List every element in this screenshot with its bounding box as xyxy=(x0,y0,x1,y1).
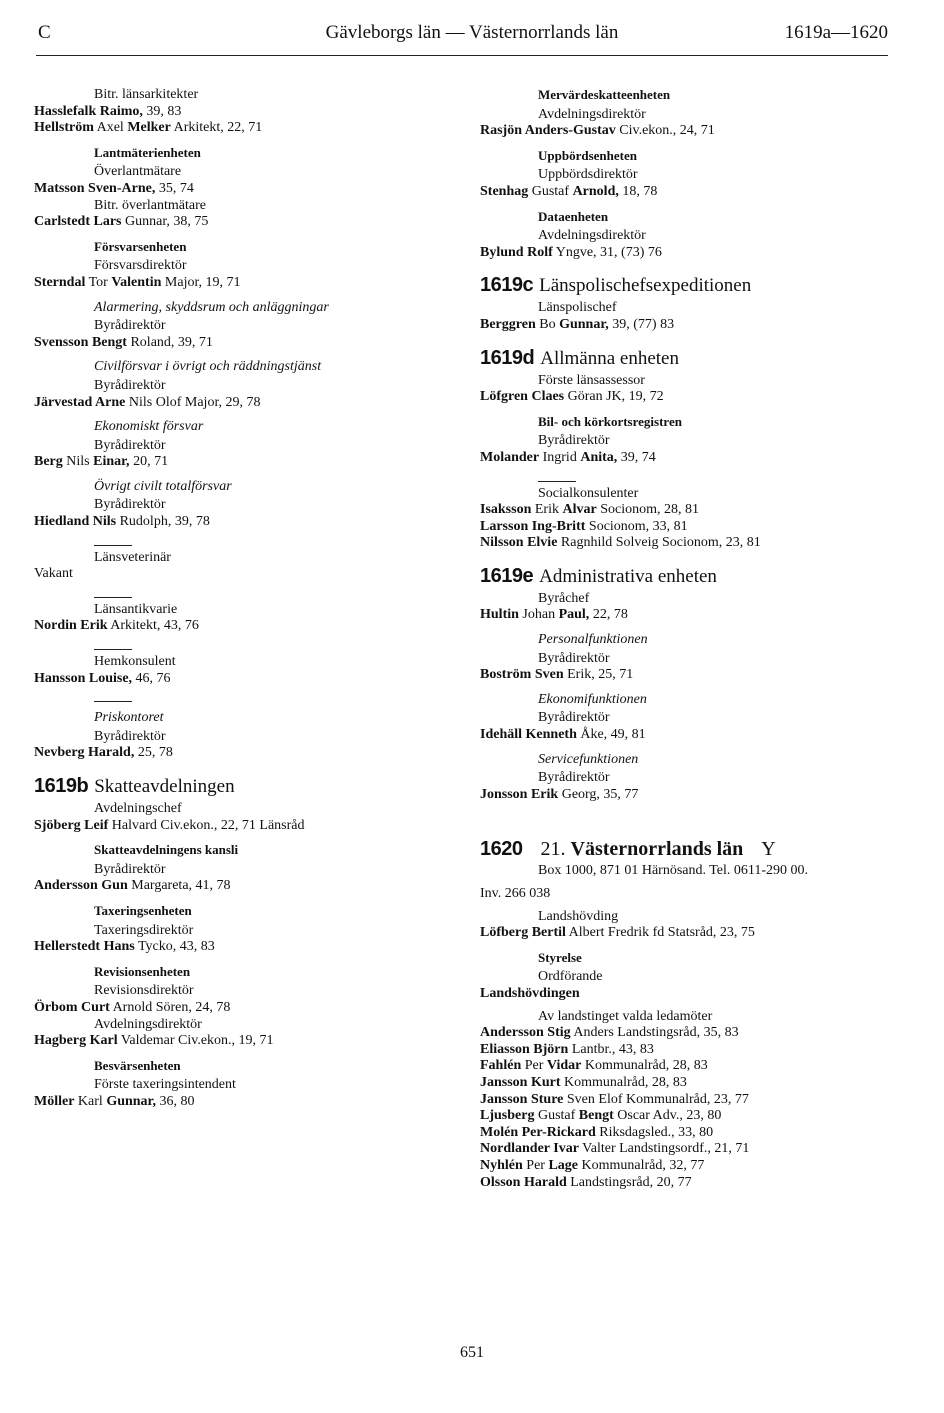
entry: Berggren Bo Gunnar, 39, (77) 83 xyxy=(480,316,675,332)
entry: Järvestad Arne Nils Olof Major, 29, 78 xyxy=(34,394,261,410)
header-page-range: 1619a—1620 xyxy=(784,22,888,43)
title: Byrådirektör xyxy=(94,497,166,513)
separator-rule xyxy=(94,545,132,546)
unit-heading: Uppbördsenheten xyxy=(538,147,637,163)
right-column xyxy=(480,87,900,1191)
subunit-heading: Civilförsvar i övrigt och räddningstjänst xyxy=(94,359,322,375)
member-entry: Nordlander Ivar Valter Landstingsordf., 21, 71 xyxy=(480,1141,750,1157)
title: Avdelningsdirektör xyxy=(538,106,646,122)
unit-heading: Besvärsenheten xyxy=(94,1057,181,1073)
title: Avdelningschef xyxy=(94,801,182,816)
entry: Vakant xyxy=(34,566,73,582)
entry: Sjöberg Leif Halvard Civ.ekon., 22, 71 Länsråd xyxy=(34,817,305,833)
title: Taxeringsdirektör xyxy=(94,922,194,938)
inventory-number: Inv. 266 038 xyxy=(480,886,551,901)
member-entry: Jansson Kurt Kommunalråd, 28, 83 xyxy=(480,1074,687,1090)
entry: Rasjön Anders-Gustav Civ.ekon., 24, 71 xyxy=(480,123,715,139)
title: Ordförande xyxy=(538,969,603,985)
entry: Carlstedt Lars Gunnar, 38, 75 xyxy=(34,214,209,230)
entry: Hiedland Nils Rudolph, 39, 78 xyxy=(34,514,210,530)
subunit-heading: Ekonomifunktionen xyxy=(538,691,647,707)
entry: Örbom Curt Arnold Sören, 24, 78 xyxy=(34,999,231,1015)
title: Revisionsdirektör xyxy=(94,983,194,999)
title: Länsveterinär xyxy=(94,549,171,565)
unit-heading: Mervärdeskatteenheten xyxy=(538,87,671,102)
entry: Stenhag Gustaf Arnold, 18, 78 xyxy=(480,183,658,199)
page-number: 651 xyxy=(460,1344,484,1361)
title: Förste taxeringsintendent xyxy=(94,1077,236,1093)
subunit-heading: Servicefunktionen xyxy=(538,751,639,767)
section-heading-1620: 1620 21. Västernorrlands län Y xyxy=(480,838,776,861)
entry: Berg Nils Einar, 20, 71 xyxy=(34,454,169,470)
member-entry: Jansson Sture Sven Elof Kommunalråd, 23, 77 xyxy=(480,1091,749,1107)
title: Byrådirektör xyxy=(94,861,166,877)
separator-rule xyxy=(538,481,576,482)
subunit-heading: Ekonomiskt försvar xyxy=(94,419,204,435)
entry: Nevberg Harald, 25, 78 xyxy=(34,745,173,761)
subunit-heading: Övrigt civilt totalförsvar xyxy=(94,478,232,494)
title: Överlantmätare xyxy=(94,164,182,180)
title: Av landstinget valda ledamöter xyxy=(538,1008,713,1024)
entry: Hellerstedt Hans Tycko, 43, 83 xyxy=(34,939,215,955)
entry: Isaksson Erik Alvar Socionom, 28, 81 xyxy=(480,502,699,518)
entry: Löfgren Claes Göran JK, 19, 72 xyxy=(480,389,664,405)
entry: Bylund Rolf Yngve, 31, (73) 76 xyxy=(480,244,662,260)
title: Byrådirektör xyxy=(538,433,610,449)
entry: Hultin Johan Paul, 22, 78 xyxy=(480,607,628,623)
separator-rule xyxy=(94,701,132,702)
entry: Jonsson Erik Georg, 35, 77 xyxy=(480,786,639,802)
title: Länspolischef xyxy=(538,300,617,316)
title: Byrådirektör xyxy=(94,318,166,334)
entry: Nilsson Elvie Ragnhild Solveig Socionom, 23, 81 xyxy=(480,535,761,551)
subunit-heading: Personalfunktionen xyxy=(538,632,648,648)
entry: Svensson Bengt Roland, 39, 71 xyxy=(34,334,213,350)
entry: Hellström Axel Melker Arkitekt, 22, 71 xyxy=(34,120,263,136)
member-entry: Eliasson Björn Lantbr., 43, 83 xyxy=(480,1041,654,1057)
section-heading-1619d: 1619d Allmänna enheten xyxy=(480,346,679,369)
unit-heading: Bil- och körkortsregistren xyxy=(538,413,682,429)
title: Landshövding xyxy=(538,908,619,924)
member-entry: Nyhlén Per Lage Kommunalråd, 32, 77 xyxy=(480,1157,705,1173)
entry: Landshövdingen xyxy=(480,985,580,1001)
entry: Hansson Louise, 46, 76 xyxy=(34,670,171,686)
title: Byrådirektör xyxy=(94,377,166,393)
unit-heading: Taxeringsenheten xyxy=(94,902,192,918)
title: Hemkonsulent xyxy=(94,654,176,670)
subunit-heading: Priskontoret xyxy=(94,710,164,726)
title: Byrådirektör xyxy=(538,710,610,726)
members-list xyxy=(480,1025,900,1191)
title: Byrådirektör xyxy=(94,728,166,744)
title: Förste länsassessor xyxy=(538,372,645,388)
member-entry: Andersson Stig Anders Landstingsråd, 35, 83 xyxy=(480,1025,739,1041)
entry: Möller Karl Gunnar, 36, 80 xyxy=(34,1093,195,1109)
unit-heading: Revisionsenheten xyxy=(94,963,191,979)
header-title: Gävleborgs län — Västernorrlands län xyxy=(325,22,619,43)
section-heading-1619e: 1619e Administrativa enheten xyxy=(480,564,717,587)
header-section-letter: C xyxy=(38,22,51,43)
member-entry: Molén Per-Rickard Riksdagsled., 33, 80 xyxy=(480,1124,714,1140)
separator-rule xyxy=(94,597,132,598)
title: Byråchef xyxy=(538,590,590,606)
separator-rule xyxy=(94,649,132,650)
title: Avdelningsdirektör xyxy=(94,1016,202,1032)
entry: Sterndal Tor Valentin Major, 19, 71 xyxy=(34,274,241,290)
entry: Matsson Sven-Arne, 35, 74 xyxy=(34,180,194,196)
member-entry: Olsson Harald Landstingsråd, 20, 77 xyxy=(480,1174,692,1190)
subunit-heading: Alarmering, skyddsrum och anläggningar xyxy=(94,299,329,315)
member-entry: Ljusberg Gustaf Bengt Oscar Adv., 23, 80 xyxy=(480,1108,722,1124)
title: Avdelningsdirektör xyxy=(538,228,646,244)
entry: Löfberg Bertil Albert Fredrik fd Statsråd, 23, 75 xyxy=(480,925,755,941)
title: Länsantikvarie xyxy=(94,601,178,617)
header-rule xyxy=(36,55,888,56)
unit-heading: Skatteavdelningens kansli xyxy=(94,842,239,858)
entry: Hagberg Karl Valdemar Civ.ekon., 19, 71 xyxy=(34,1033,274,1049)
entry: Idehäll Kenneth Åke, 49, 81 xyxy=(480,727,646,743)
title: Byrådirektör xyxy=(94,437,166,453)
entry: Andersson Gun Margareta, 41, 78 xyxy=(34,878,231,894)
title: Byrådirektör xyxy=(538,650,610,666)
title: Försvarsdirektör xyxy=(94,258,187,274)
address: Box 1000, 871 01 Härnösand. Tel. 0611-290 00. xyxy=(538,863,809,879)
unit-heading: Försvarsenheten xyxy=(94,238,187,254)
title: Byrådirektör xyxy=(538,770,610,786)
title: Uppbördsdirektör xyxy=(538,167,638,183)
entry: Larsson Ing-Britt Socionom, 33, 81 xyxy=(480,518,688,534)
unit-heading: Dataenheten xyxy=(538,208,609,224)
left-column xyxy=(34,87,464,1111)
entry: Nordin Erik Arkitekt, 43, 76 xyxy=(34,618,199,634)
entry: Boström Sven Erik, 25, 71 xyxy=(480,667,634,683)
entry: Molander Ingrid Anita, 39, 74 xyxy=(480,449,656,465)
section-heading-1619b: 1619b Skatteavdelningen xyxy=(34,775,235,797)
member-entry: Fahlén Per Vidar Kommunalråd, 28, 83 xyxy=(480,1058,708,1074)
title: Socialkonsulenter xyxy=(538,485,639,501)
unit-heading: Styrelse xyxy=(538,949,582,965)
entry: Hasslefalk Raimo, 39, 83 xyxy=(34,103,182,119)
title: Bitr. överlantmätare xyxy=(94,197,206,213)
section-heading-1619c: 1619c Länspolischefsexpeditionen xyxy=(480,274,752,297)
unit-heading: Lantmäterienheten xyxy=(94,144,201,160)
title: Bitr. länsarkitekter xyxy=(94,87,199,102)
